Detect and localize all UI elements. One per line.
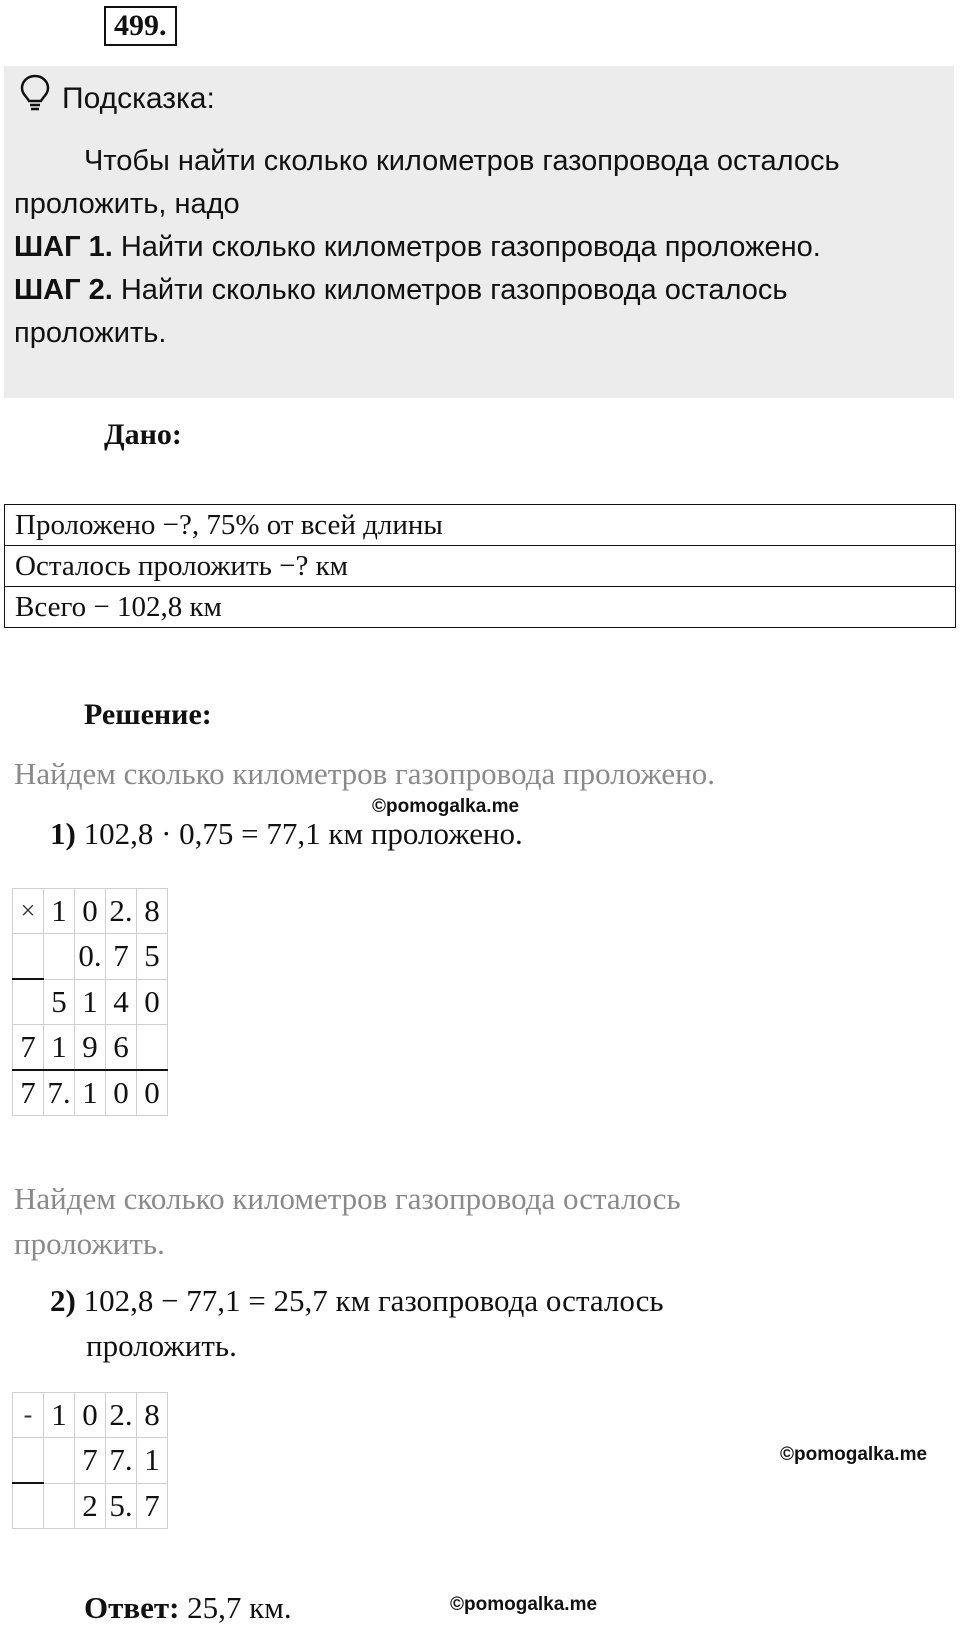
grid-cell: 7 — [137, 1483, 168, 1529]
given-row — [5, 505, 956, 546]
grid-cell: 1 — [75, 979, 106, 1025]
given-title: Дано: — [104, 418, 182, 451]
grid-row — [13, 1483, 168, 1529]
answer-line — [84, 1590, 292, 1626]
grid-cell: 0 — [75, 1393, 106, 1438]
subtraction-grid — [12, 1392, 168, 1529]
problem-number: 499. — [104, 6, 177, 46]
step1-label: 1) — [50, 816, 76, 851]
given-table — [4, 504, 956, 628]
grid-row — [13, 934, 168, 980]
step2-label: 2) — [50, 1283, 76, 1318]
grid-row — [13, 1025, 168, 1071]
step1-expr: 102,8 · 0,75 = 77,1 км проложено. — [83, 816, 523, 851]
grid-cell: 1 — [137, 1438, 168, 1484]
grid-cell: 5 — [44, 979, 75, 1025]
grid-cell: 7 — [106, 934, 137, 980]
grid-cell: 0 — [137, 979, 168, 1025]
grid-cell: 6 — [106, 1025, 137, 1071]
grid-cell: 1 — [44, 1393, 75, 1438]
given-row-3: Всего − 102,8 км — [5, 587, 956, 628]
answer-label: Ответ: — [84, 1590, 180, 1625]
hint-step2-cont: проложить. — [14, 317, 167, 349]
watermark: ©pomogalka.me — [372, 796, 520, 817]
hint-step1 — [14, 226, 944, 269]
grid-cell: 0. — [75, 934, 106, 980]
given-row-1: Проложено −?, 75% от всей длины — [5, 505, 956, 546]
hint-step1-label: ШАГ 1. — [14, 231, 113, 263]
grid-cell: 8 — [137, 1393, 168, 1438]
grid-cell — [137, 1025, 168, 1071]
grid-cell: 7. — [106, 1438, 137, 1484]
answer-text: 25,7 км. — [179, 1590, 292, 1625]
grid-row — [13, 889, 168, 934]
hint-title-row — [20, 74, 215, 123]
grid-cell: 7 — [13, 1070, 44, 1116]
grid-cell: 0 — [75, 889, 106, 934]
given-row — [5, 546, 956, 587]
grid-cell — [13, 934, 44, 980]
multiplication-grid — [12, 888, 168, 1116]
watermark: ©pomogalka.me — [450, 1594, 598, 1615]
hint-step2-text: Найти сколько километров газопровода осталось — [112, 274, 788, 306]
multiply-sign: × — [13, 889, 44, 934]
grid-row — [13, 979, 168, 1025]
step2-line — [50, 1278, 664, 1368]
grid-cell — [44, 1438, 75, 1484]
watermark: ©pomogalka.me — [780, 1444, 928, 1465]
grid-cell: 1 — [44, 1025, 75, 1071]
grid-cell: 2 — [75, 1483, 106, 1529]
grid-cell — [44, 1483, 75, 1529]
given-row — [5, 587, 956, 628]
step1-caption: Найдем сколько километров газопровода проложено. — [14, 756, 715, 791]
grid-cell: 0 — [106, 1070, 137, 1116]
hint-intro-line2: проложить, надо — [14, 188, 240, 220]
lightbulb-icon — [20, 74, 50, 123]
step2-caption-line1: Найдем сколько километров газопровода осталось — [14, 1181, 681, 1216]
grid-cell — [44, 934, 75, 980]
solution-title: Решение: — [84, 698, 212, 731]
grid-cell: 1 — [75, 1070, 106, 1116]
grid-cell: 9 — [75, 1025, 106, 1071]
hint-step2-label: ШАГ 2. — [14, 274, 113, 306]
grid-cell: 1 — [44, 889, 75, 934]
grid-cell: 7 — [75, 1438, 106, 1484]
step1-line — [50, 816, 523, 852]
grid-cell: 5. — [106, 1483, 137, 1529]
grid-cell: 7. — [44, 1070, 75, 1116]
hint-intro-line1: Чтобы найти сколько километров газопровода осталось — [84, 145, 840, 177]
grid-cell — [13, 1483, 44, 1529]
minus-sign: - — [13, 1393, 44, 1438]
hint-step1-text: Найти сколько километров газопровода проложено. — [112, 231, 821, 263]
grid-row — [13, 1070, 168, 1116]
step2-caption-line2: проложить. — [14, 1226, 165, 1261]
grid-cell: 5 — [137, 934, 168, 980]
grid-row — [13, 1438, 168, 1484]
grid-cell — [13, 1438, 44, 1484]
grid-cell: 2. — [106, 889, 137, 934]
step2-caption — [14, 1176, 681, 1266]
grid-row — [13, 1393, 168, 1438]
step2-expr: 102,8 − 77,1 = 25,7 км газопровода осталось — [83, 1283, 664, 1318]
hint-text — [14, 140, 944, 355]
hint-title: Подсказка: — [62, 81, 215, 115]
grid-cell — [13, 979, 44, 1025]
grid-cell: 4 — [106, 979, 137, 1025]
step2-cont: проложить. — [86, 1328, 237, 1363]
grid-cell: 8 — [137, 889, 168, 934]
hint-step2 — [14, 269, 944, 312]
grid-cell: 0 — [137, 1070, 168, 1116]
given-row-2: Осталось проложить −? км — [5, 546, 956, 587]
grid-cell: 7 — [13, 1025, 44, 1071]
grid-cell: 2. — [106, 1393, 137, 1438]
